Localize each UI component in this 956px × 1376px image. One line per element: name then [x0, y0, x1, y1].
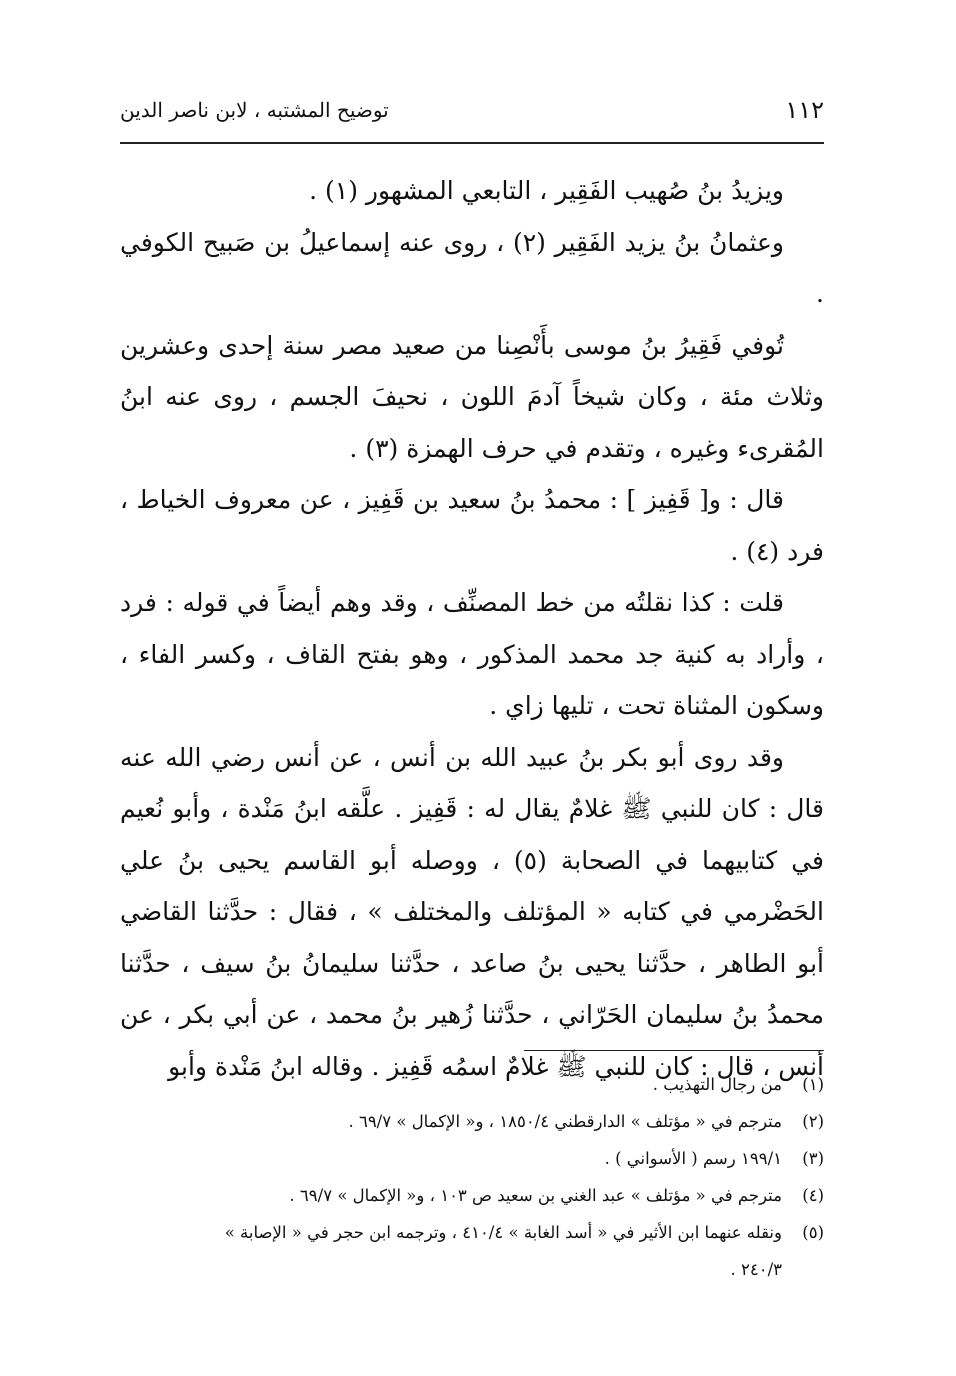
paragraph: قلت : كذا نقلتُه من خط المصنِّف ، وقد وهم أيضاً في قوله : فرد ، وأراد به كنية جد محمد المذكور ، وهو بفتح القاف ، وكسر الفاء ، وسكون المثناة تحت ، تليها زاي . [120, 588, 824, 720]
page-number: ١١٢ [785, 96, 824, 124]
header-divider [120, 142, 824, 144]
footnote-number: (٣) [802, 1149, 824, 1168]
footnote-number: (٤) [802, 1186, 824, 1205]
footnotes [120, 1066, 824, 1288]
footnote [120, 1103, 824, 1140]
paragraph: وقد روى أبو بكر بنُ عبيد الله بن أنس ، عن أنس رضي الله عنه قال : كان للنبي ﷺ غلامٌ يقال له : قَفِيز . علَّقه ابنُ مَنْدة ، وأبو نُعيم في كتابيهما في الصحابة (٥) ، ووصله أبو القاسم يحيى بنُ علي الحَضْرمي في كتابه « المؤتلف والمختلف » ، فقال : حدَّثنا القاضي أبو الطاهر ، حدَّثنا يحيى بنُ صاعد ، حدَّثنا سليمانُ بنُ سيف ، حدَّثنا محمدُ بنُ سليمان الحَرّاني ، حدَّثنا زُهير بنُ محمد ، عن أبي بكر ، عن أنس ، قال : كان للنبي ﷺ غلامٌ اسمُه قَفِيز . وقاله ابنُ مَنْدة وأبو [120, 742, 824, 1081]
footnote-number: (١) [802, 1075, 824, 1094]
footnote-text: ١٩٩/١ رسم ( الأسواني ) . [604, 1149, 782, 1168]
footnote-text: ونقله عنهما ابن الأثير في « أسد الغابة » ٤١٠/٤ ، وترجمه ابن حجر في « الإصابة » [224, 1223, 782, 1242]
footnote [120, 1177, 824, 1214]
running-title: توضيح المشتبه ، لابن ناصر الدين [120, 98, 389, 122]
paragraph: ويزيدُ بنُ صُهيب الفَقِير ، التابعي المشهور (١) . [309, 176, 784, 205]
paragraph: وعثمانُ بنُ يزيد الفَقِير (٢) ، روى عنه إسماعيلُ بن صَبيح الكوفي . [120, 227, 824, 308]
paragraph: قال : و[ قَفِيز ] : محمدُ بنُ سعيد بن قَفِيز ، عن معروف الخياط ، فرد (٤) . [120, 485, 824, 566]
footnote [120, 1140, 824, 1177]
main-text [120, 165, 824, 1092]
footnote-number: (٢) [802, 1112, 824, 1131]
footnote-continuation: ٢٤٠/٣ . [730, 1260, 782, 1279]
page-header [120, 92, 824, 128]
footnote-text: مترجم في « مؤتلف » الدارقطني ١٨٥٠/٤ ، و« الإكمال » ٦٩/٧ . [348, 1112, 782, 1131]
footnote [120, 1214, 824, 1251]
footnote-divider [524, 1050, 824, 1051]
footnote-text: من رجال التهذيب . [652, 1075, 782, 1094]
footnote-number: (٥) [802, 1223, 824, 1242]
footnote [120, 1066, 824, 1103]
footnote-text: مترجم في « مؤتلف » عبد الغني بن سعيد ص ١٠٣ ، و« الإكمال » ٦٩/٧ . [289, 1186, 782, 1205]
paragraph: تُوفي فَقِيرُ بنُ موسى بأَنْصِنا من صعيد مصر سنة إحدى وعشرين وثلاث مئة ، وكان شيخاً آدمَ اللون ، نحيفَ الجسم ، روى عنه ابنُ المُقرىء وغيره ، وتقدم في حرف الهمزة (٣) . [120, 330, 824, 463]
